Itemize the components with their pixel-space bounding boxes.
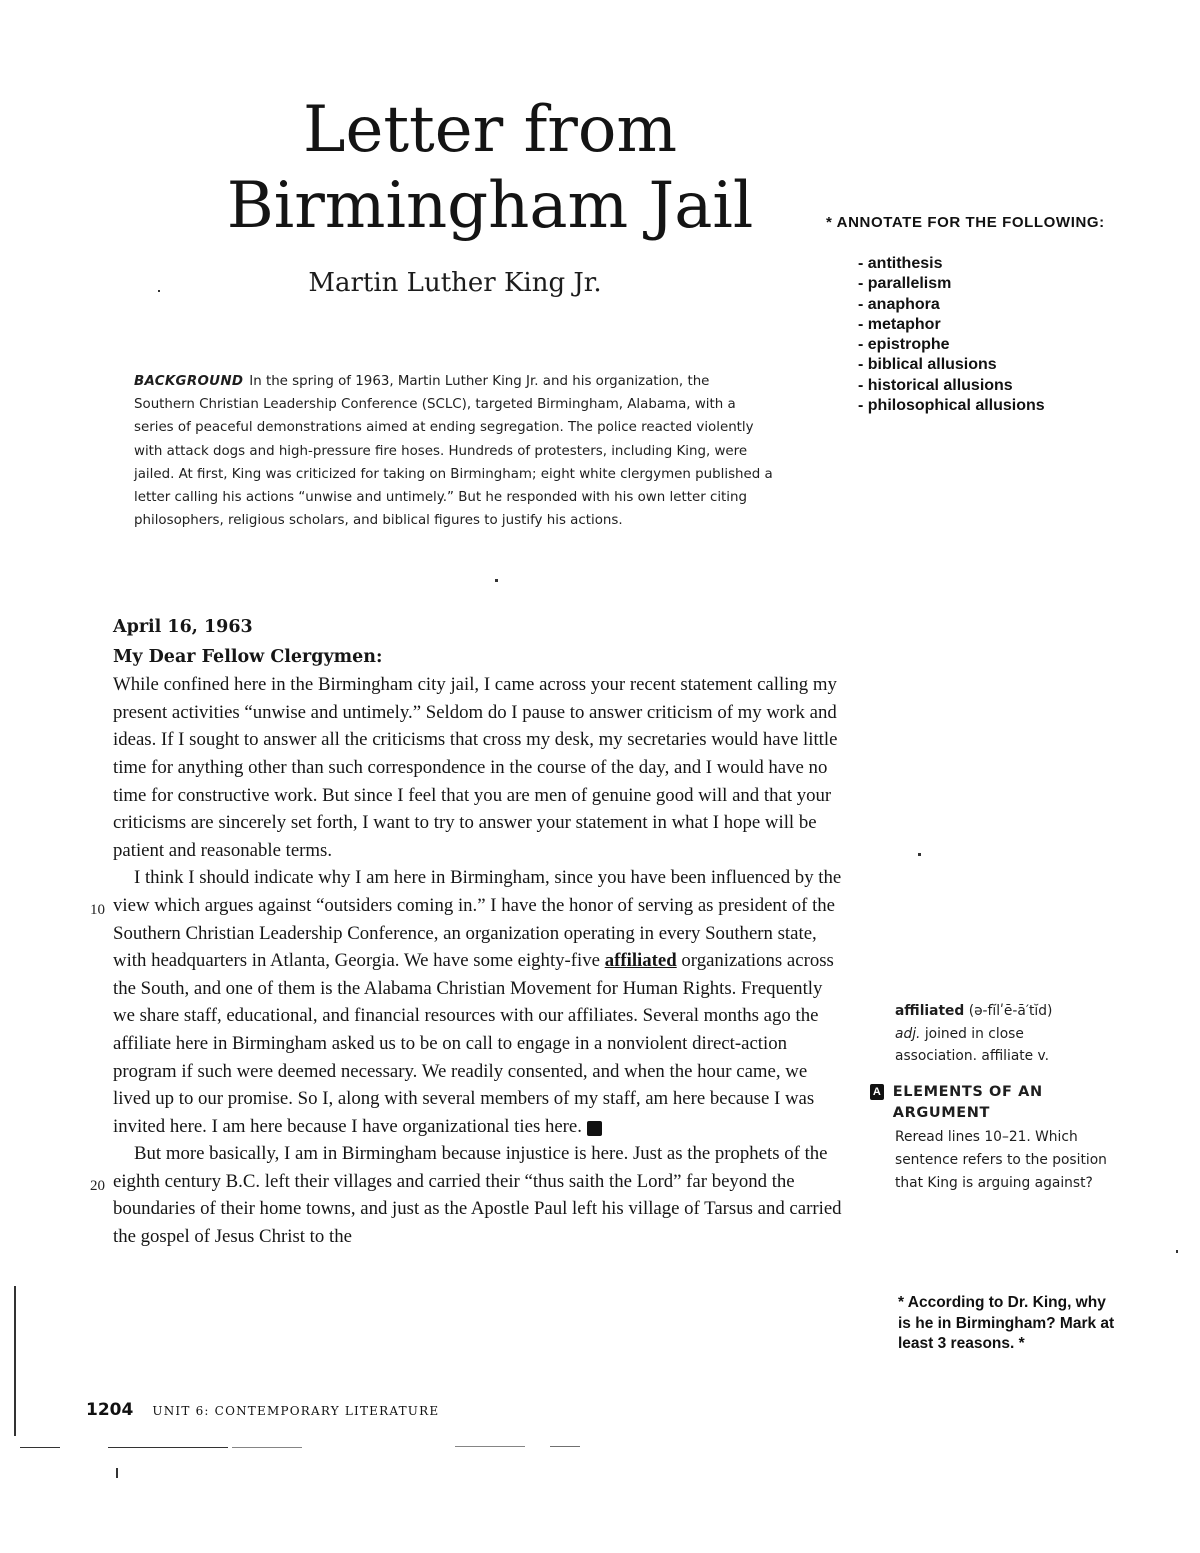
letter-paragraph-1: While confined here in the Birmingham city jail, I came across your recent statement calling my present activities “unwise and untimely.” Seldom do I pause to answer criticism of my work and ideas. If I sought to answer all the criticisms that cross my desk, my secretaries would have little time for anything other than such correspondence in the course of the day, and I would have no time for constructive work. But since I feel that you are men of genuine good will and that your criticisms are sincerely set forth, I want to try to answer your statement in what I hope will be patient and reasonable terms. <box>113 674 838 861</box>
background-note <box>134 370 774 532</box>
scan-speck <box>1176 1250 1178 1253</box>
scan-speck <box>918 853 921 856</box>
page-title <box>150 92 830 244</box>
scan-speck <box>116 1468 118 1478</box>
vocab-sidebar <box>895 1000 1105 1068</box>
reader-note: * According to Dr. King, why is he in Birmingham? Mark at least 3 reasons. * <box>898 1294 1115 1352</box>
paragraph-2-text-before: I think I should indicate why I am here in Birmingham, since you have been influenced by the view which argues against “outsiders coming in.” I have the honor of serving as president of the Southern Christian Leadership Conference, an organization operating in every Southern state, with headquarters in Atlanta, Georgia. We have some eighty-five <box>113 867 842 972</box>
line-number-10: 10 <box>90 902 105 918</box>
scan-bottom-line <box>20 1447 60 1448</box>
vocab-word: affiliated <box>895 1003 965 1019</box>
letter-body <box>113 614 843 1251</box>
annotation-item: - biblical allusions <box>858 356 997 374</box>
line-number-20: 20 <box>90 1178 105 1194</box>
title-line-2: Birmingham Jail <box>226 169 754 243</box>
annotation-item: - parallelism <box>858 275 952 293</box>
unit-label: UNIT 6: CONTEMPORARY LITERATURE <box>152 1404 440 1418</box>
elements-heading: ELEMENTS OF AN ARGUMENT <box>892 1084 1043 1121</box>
title-line-1: Letter from <box>302 93 678 167</box>
annotation-item: - philosophical allusions <box>858 397 1045 415</box>
scan-bottom-line <box>108 1447 228 1448</box>
scan-bottom-line <box>550 1446 580 1447</box>
annotation-item: - metaphor <box>858 315 941 333</box>
annotation-list <box>858 254 1045 416</box>
letter-paragraph-2 <box>113 864 843 1140</box>
background-text: In the spring of 1963, Martin Luther King Jr. and his organization, the Southern Christian Leadership Conference (SCLC), targeted Birmingham, Alabama, with a series of peaceful demonstrations aimed at ending segregation. The police reacted violently with attack dogs and high-pressure fire hoses. Hundreds of protesters, including King, were jailed. At first, King was criticized for taking on Birmingham; eight white clergymen published a letter calling his actions “unwise and untimely.” But he responded with his own letter citing philosophers, religious scholars, and biblical figures to justify his actions. <box>134 374 773 529</box>
annotation-item: - epistrophe <box>858 336 950 354</box>
annotation-item: - anaphora <box>858 295 940 313</box>
paragraph-2-text-after: organizations across the South, and one of them is the Alabama Christian Movement for Human Rights. Frequently we share staff, educational, and financial resources with our affiliates. Several months ago the affiliate here in Birmingham asked us to be on call to engage in a nonviolent direct-action program if such were deemed necessary. We readily consented, and when the hour came, we lived up to our promise. So I, along with several members of my staff, am here because I was invited here. I am here because I have organizational ties here. <box>113 950 834 1137</box>
scan-edge-line <box>14 1286 16 1436</box>
letter-date: April 16, 1963 <box>113 617 253 637</box>
annotation-item: - historical allusions <box>858 376 1013 394</box>
vocab-word-highlight: affiliated <box>604 950 677 972</box>
vocab-pronunciation: (ə-fĭlʹē-ā′tĭd) <box>968 1003 1053 1019</box>
letter-salutation: My Dear Fellow Clergymen: <box>113 646 383 667</box>
argument-marker: A <box>587 1121 602 1136</box>
background-label: BACKGROUND <box>134 374 244 389</box>
author-name: Martin Luther King Jr. <box>308 268 602 298</box>
vocab-definition: joined in close association. <box>895 1025 1024 1064</box>
scan-bottom-line <box>455 1446 525 1447</box>
scan-speck <box>158 290 160 292</box>
page-number: 1204 <box>86 1400 134 1420</box>
annotation-heading: * ANNOTATE FOR THE FOLLOWING: <box>826 214 1105 231</box>
vocab-part-of-speech: adj. <box>895 1025 921 1042</box>
annotation-item: - antithesis <box>858 255 943 272</box>
scan-speck <box>495 579 498 582</box>
elements-of-argument-box <box>870 1082 1110 1195</box>
letter-paragraph-3: But more basically, I am in Birmingham because injustice is here. Just as the prophets of the eighth century B.C. left their villages and carried their “thus saith the Lord” far beyond the boundaries of their home towns, and just as the Apostle Paul left his village of Tarsus and carried the gospel of Jesus Christ to the <box>113 1143 842 1248</box>
elements-body: Reread lines 10–21. Which sentence refers to the position that King is arguing against? <box>895 1129 1107 1191</box>
vocab-related: affiliate v. <box>981 1048 1050 1064</box>
page-footer <box>86 1400 439 1420</box>
elements-marker: A <box>870 1084 884 1100</box>
scan-bottom-line <box>232 1447 302 1448</box>
